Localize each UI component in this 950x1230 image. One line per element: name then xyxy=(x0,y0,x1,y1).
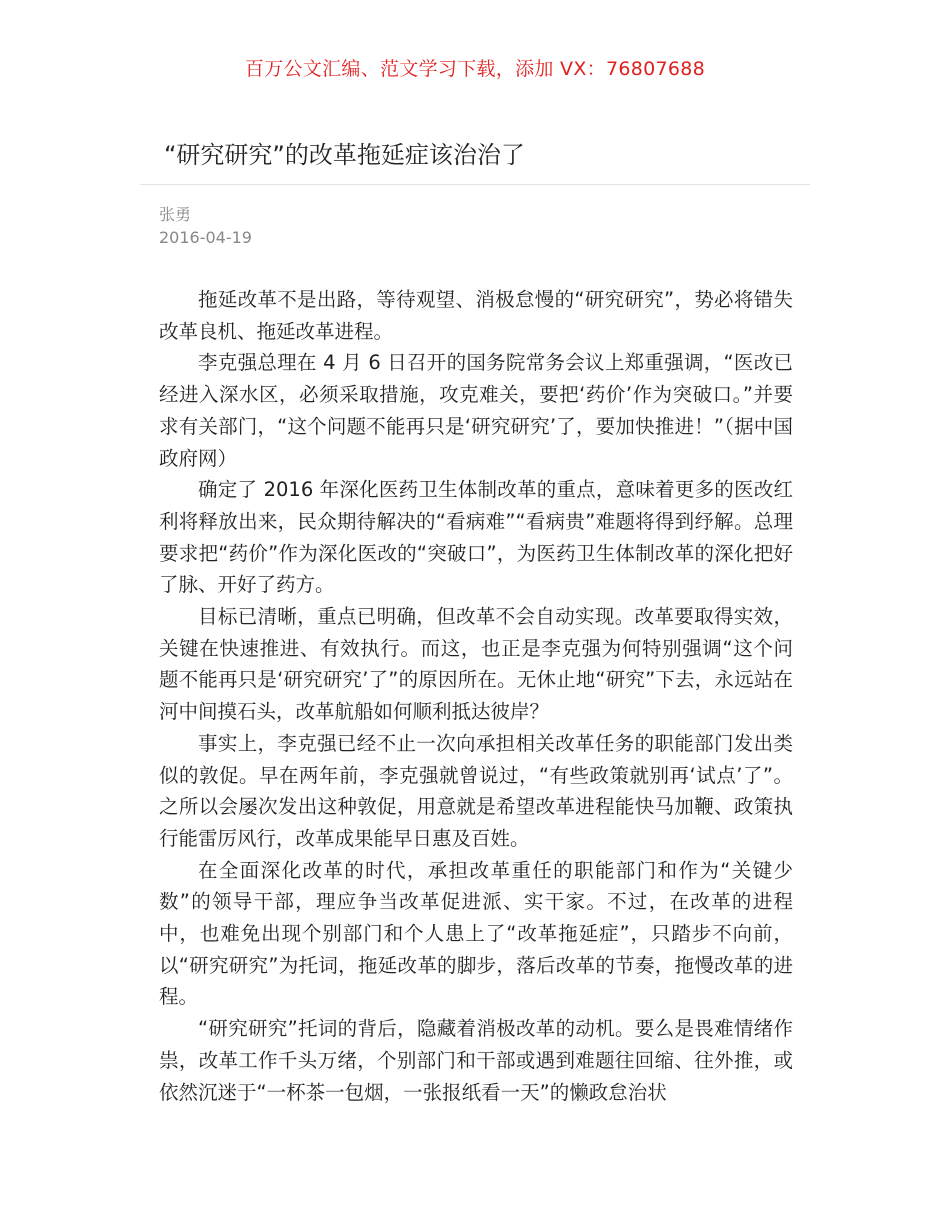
article-title: “研究研究”的改革拖延症该治治了 xyxy=(164,141,525,169)
paragraph: 在全面深化改革的时代，承担改革重任的职能部门和作为“关键少数”的领导干部，理应争当改革促进派、实干家。不过，在改革的进程中，也难免出现个别部门和个人患上了“改革拖延症”，只踏步不向前，以“研究研究”为托词，拖延改革的脚步，落后改革的节奏，拖慢改革的进程。 xyxy=(159,858,793,1009)
paragraph: 拖延改革不是出路，等待观望、消极怠慢的“研究研究”，势必将错失改革良机、拖延改革进程。 xyxy=(159,288,793,343)
paragraph: “研究研究”托词的背后，隐藏着消极改革的动机。要么是畏难情绪作祟，改革工作千头万绪，个别部门和干部或遇到难题往回缩、往外推，或依然沉迷于“一杯茶一包烟，一张报纸看一天”的懒政怠治状 xyxy=(159,1017,793,1104)
paragraph: 李克强总理在 4 月 6 日召开的国务院常务会议上郑重强调，“医改已经进入深水区，必须采取措施，攻克难关，要把‘药价’作为突破口。”并要求有关部门，“这个问题不能再只是‘研究研究’了，要加快推进！”（据中国政府网） xyxy=(159,351,793,470)
article-date: 2016-04-19 xyxy=(159,228,252,247)
paragraph: 事实上，李克强已经不止一次向承担相关改革任务的职能部门发出类似的敦促。早在两年前，李克强就曾说过，“有些政策就别再‘试点’了”。之所以会屡次发出这种敦促，用意就是希望改革进程能快马加鞭、政策执行能雷厉风行，改革成果能早日惠及百姓。 xyxy=(159,731,793,850)
article-body xyxy=(159,284,793,1108)
paragraph: 确定了 2016 年深化医药卫生体制改革的重点，意味着更多的医改红利将释放出来，民众期待解决的“看病难”“看病贵”难题将得到纾解。总理要求把“药价”作为深化医改的“突破口”，为医药卫生体制改革的深化把好了脉、开好了药方。 xyxy=(159,478,793,597)
title-divider xyxy=(140,184,810,185)
paragraph: 目标已清晰，重点已明确，但改革不会自动实现。改革要取得实效，关键在快速推进、有效执行。而这，也正是李克强为何特别强调“这个问题不能再只是‘研究研究’了”的原因所在。无休止地“研究”下去，永远站在河中间摸石头，改革航船如何顺利抵达彼岸？ xyxy=(159,605,793,724)
download-banner: 百万公文汇编、范文学习下载，添加 VX：76807688 xyxy=(244,58,706,80)
article-author: 张勇 xyxy=(159,205,192,224)
